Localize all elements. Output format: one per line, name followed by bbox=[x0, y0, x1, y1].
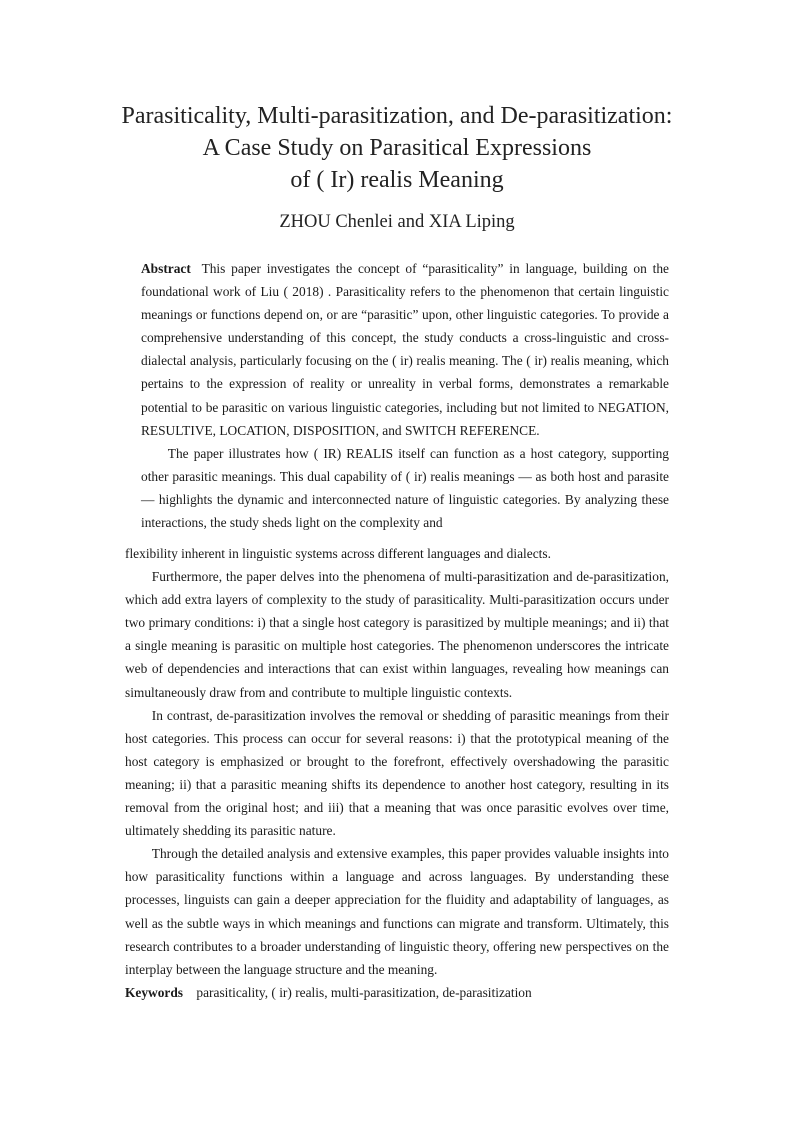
continuation-line: flexibility inherent in linguistic systems across different languages and dialects. bbox=[125, 546, 551, 561]
abstract-label: Abstract bbox=[141, 261, 191, 276]
title-line-2: A Case Study on Parasitical Expressions bbox=[202, 135, 592, 161]
abstract bbox=[141, 257, 669, 534]
authors: ZHOU Chenlei and XIA Liping bbox=[279, 212, 515, 232]
keywords-label: Keywords bbox=[125, 984, 184, 1000]
title-line-3: of ( Ir) realis Meaning bbox=[290, 167, 504, 193]
paragraph-conclusion: Through the detailed analysis and extensive examples, this paper provides valuable insights into how parasiticality functions within a language and across languages. By understanding these processes, linguists can gain a deeper appreciation for the fluidity and adaptability of languages, as well as the subtle ways in which meanings and functions can migrate and transform. Ultimately, this research contributes to a broader understanding of linguistic theory, offering new perspectives on the interplay between the language structure and the meaning. bbox=[125, 846, 669, 977]
paragraph-de-parasitization: In contrast, de-parasitization involves the removal or shedding of parasitic meanings from their host categories. This process can occur for several reasons: i) that the prototypical meaning of the host category is emphasized or brought to the forefront, effectively overshadowing the parasitic meaning; ii) that a parasitic meaning shifts its dependence to another host category, resulting in its removal from the original host; and iii) that a meaning that was once parasitic evolves over time, ultimately shedding its parasitic nature. bbox=[125, 707, 669, 839]
abstract-text-1: This paper investigates the concept of “parasiticality” in language, building on the foundational work of Liu ( 2018) . Parasiticality refers to the phenomenon that certain linguistic meanings or functions depend on, or are “parasitic” upon, other linguistic categories. To provide a comprehensive understanding of this concept, the study conducts a cross-linguistic and cross-dialectal analysis, particularly focusing on the ( ir) realis meaning. The ( ir) realis meaning, which pertains to the expression of reality or unreality in verbal forms, demonstrates a remarkable potential to be parasitic on various linguistic categories, including but not limited to NEGATION, RESULTIVE, LOCATION, DISPOSITION, and SWITCH REFERENCE. bbox=[141, 261, 669, 438]
abstract-paragraph-2: The paper illustrates how ( IR) REALIS itself can function as a host category, supporting other parasitic meanings. This dual capability of ( ir) realis meanings — as both host and parasite — highlights the dynamic and interconnected nature of linguistic categories. By analyzing these interactions, the study sheds light on the complexity and bbox=[141, 445, 669, 531]
paper-title bbox=[60, 100, 734, 196]
title-line-1: Parasiticality, Multi-parasitization, and De-parasitization: bbox=[121, 103, 673, 129]
keywords-text: parasiticality, ( ir) realis, multi-parasitization, de-parasitization bbox=[196, 984, 532, 1000]
abstract-paragraph-1 bbox=[141, 257, 669, 442]
paragraph-multi-parasitization: Furthermore, the paper delves into the phenomena of multi-parasitization and de-parasitization, which add extra layers of complexity to the study of parasiticality. Multi-parasitization occurs under two primary conditions: i) that a single host category is parasitized by multiple meanings; and ii) that a single meaning is parasitic on multiple host categories. The phenomenon underscores the intricate web of dependencies and interactions that can exist within languages, revealing how meanings can simultaneously draw from and contribute to multiple linguistic contexts. bbox=[125, 569, 669, 700]
abstract-continuation bbox=[125, 542, 669, 1004]
keywords bbox=[125, 981, 669, 1004]
